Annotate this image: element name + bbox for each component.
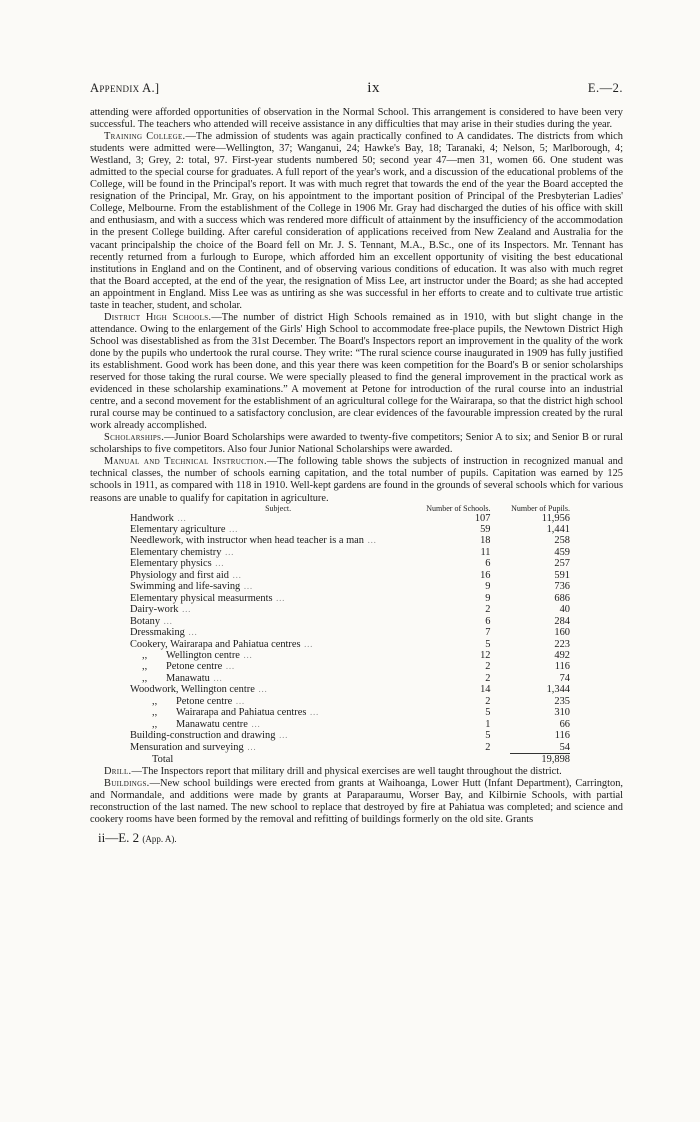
table-cell-schools: 5 (485, 707, 491, 719)
table-cell-pupils: 258 (554, 535, 570, 547)
paragraph-normal-school (90, 107, 623, 131)
table-cell-schools: 2 (485, 604, 491, 616)
table-cell-pupils: 310 (554, 707, 570, 719)
table-cell-pupils: 116 (554, 730, 570, 742)
table-row (130, 604, 570, 615)
table-cell-schools: 2 (485, 695, 491, 707)
table-cell-pupils: 736 (554, 581, 570, 593)
leader-dots: … (275, 730, 289, 741)
table-row (130, 696, 570, 707)
paragraph-scholarships (90, 432, 623, 456)
leader-dots: … (254, 684, 269, 695)
leader-dots: … (225, 524, 239, 534)
subject-label: Swimming and life-saving (130, 581, 241, 593)
header-page-number: ix (367, 80, 380, 96)
table-row (130, 627, 570, 638)
table-cell-subject (130, 696, 426, 707)
paragraph-training-college (90, 131, 623, 312)
table-cell-subject (130, 524, 426, 535)
leader-dots: … (211, 558, 225, 569)
subject-label: Elementary chemistry (130, 546, 222, 558)
ditto-mark: ,, (152, 718, 158, 730)
leader-dots: … (160, 615, 174, 626)
table-row (130, 558, 570, 569)
table-cell-pupils: 459 (554, 546, 570, 558)
ditto-mark: ,, (152, 695, 158, 707)
paragraph-heading: Drill. (104, 765, 132, 777)
total-schools-empty (426, 754, 510, 766)
paragraph-text: —The following table shows the subjects of instruction in recognized manual and technical classes, the number of schools earning capitation, and the total number of pupils. Capitation was earned by 125 schools in 1911, as compared with 118 in 1910. Well-kept gardens are found in the grounds of several schools which for various reasons are unable to qualify for capitation in agriculture. (90, 456, 623, 504)
table-cell-pupils: 235 (554, 695, 570, 707)
table-row (130, 742, 570, 754)
table-cell-subject (130, 513, 426, 524)
paragraph-heading: Scholarships. (104, 432, 165, 444)
subject-label: Petone centre (176, 695, 233, 707)
subject-label: Elementary agriculture (130, 524, 226, 535)
total-label-text: Total (152, 753, 174, 765)
table-cell-pupils: 257 (554, 558, 570, 570)
leader-dots: … (178, 604, 192, 615)
table-cell-schools: 9 (485, 581, 491, 593)
table-cell-schools: 2 (485, 741, 491, 753)
header-appendix-label: Appendix A.] (90, 81, 160, 95)
table-row (130, 581, 570, 592)
paragraph-drill (90, 766, 623, 778)
ditto-mark: ,, (142, 672, 148, 684)
subject-label: Wairarapa and Pahiatua centres (176, 707, 307, 719)
paragraph-text: —The Inspectors report that military drill and physical exercises are well taught throughout the district. (131, 765, 562, 777)
leader-dots: … (306, 707, 320, 718)
table-cell-pupils: 686 (554, 592, 570, 604)
leader-dots: … (364, 535, 378, 546)
table-cell-subject (130, 707, 426, 718)
subject-label: Needlework, with instructor when head teacher is a man (130, 535, 364, 547)
table-cell-schools: 12 (480, 649, 491, 661)
subject-label: Manawatu (166, 672, 210, 684)
subject-label: Cookery, Wairarapa and Pahiatua centres (130, 638, 301, 650)
paragraph-buildings (90, 778, 623, 826)
table-cell-pupils: 66 (559, 718, 570, 730)
table-row (130, 673, 570, 684)
subject-label: Dressmaking (130, 627, 185, 639)
leader-dots: … (184, 627, 199, 638)
leader-dots: … (247, 718, 262, 729)
table-row (130, 513, 570, 524)
table-row (130, 661, 570, 672)
table-cell-schools: 5 (485, 638, 491, 650)
table-cell-pupils: 74 (559, 672, 570, 684)
page-header (90, 80, 623, 97)
table-cell-schools: 2 (485, 661, 491, 673)
table-cell-schools: 7 (485, 627, 491, 639)
table-cell-subject (130, 558, 426, 569)
table-cell-schools: 1 (485, 718, 491, 730)
table-row (130, 684, 570, 695)
table-cell-subject (130, 535, 426, 546)
paragraph-heading: District High Schools. (104, 311, 212, 323)
table-cell-pupils: 284 (554, 615, 570, 627)
table-cell-pupils: 591 (554, 569, 570, 581)
table-cell-subject (130, 627, 426, 638)
paragraph-text: —Junior Board Scholarships were awarded to twenty-five competitors; Senior A to six; and Senior B or rural scholarships to five competitors. Also four Junior National Scholarships were awarded. (90, 432, 623, 456)
table-cell-schools: 6 (485, 558, 491, 570)
ditto-mark: ,, (142, 649, 148, 661)
paragraph-text: —The admission of students was again practically confined to A candidates. The districts from which students were admitted were—Wellington, 37; Wanganui, 24; Hawke's Bay, 18; Taranaki, 4; Nelson, 5; Marlborough, 4; Westland, 3; Grey, 2: total, 97. First-year students numbered 50; second year 47—men 31, women 66. One student was admitted to the special course for graduates. A full report of the year's work, and a discussion of the educational problems of the College, will be found in the Principal's report. It was with much regret that towards the end of the year the Board accepted the resignation of the Principal, Mr. Gray, on his appointment to the important position of Principal of the Presbyterian Ladies' College, Melbourne. From the establishment of the College in 1906 Mr. Gray had discharged the duties of his office with skill and enthusiasm, and with a success which was rendered more difficult of attainment by the insufficiency of the accommodation in the present College building. After careful consideration of applications received from New Zealand and Australia for the vacant principalship the choice of the Board fell on Mr. J. S. Tennant, M.A., B.Sc., one of its Inspectors. Mr. Tennant has recently returned from a furlough to Europe, which afforded him an excellent opportunity of visiting the best educational institutions in England and on the Continent, and of observing various conditions of education. It was also with much regret that the Board accepted, at the end of the year, the resignation of Miss Lee, art instructor under the Board; as she had accepted an appointment in England. Miss Lee was as untiring as she was successful in her efforts to create and to cultivate true artistic taste in teacher, student, and scholar. (90, 131, 623, 311)
table-header-row (130, 505, 570, 513)
subject-label: Manawatu centre (176, 718, 248, 730)
column-header-schools: Number of Schools. (426, 503, 491, 513)
table-row (130, 593, 570, 604)
document-page (90, 80, 623, 846)
paragraph-district-high-schools (90, 312, 623, 432)
table-cell-schools: 6 (485, 615, 491, 627)
table-body (130, 513, 570, 766)
table-total-row (130, 754, 570, 766)
table-cell-subject (130, 547, 426, 558)
table-row (130, 524, 570, 535)
table-cell-schools: 16 (480, 569, 491, 581)
table-cell-subject (130, 684, 426, 695)
total-pupils: 19,898 (510, 754, 570, 766)
table-cell-schools: 9 (485, 592, 491, 604)
table-row (130, 639, 570, 650)
subject-label: Wellington centre (166, 649, 240, 661)
subject-label: Handwork (130, 512, 174, 524)
table-cell-subject (130, 616, 426, 627)
paragraph-heading: Manual and Technical Instruction. (104, 456, 267, 468)
table-cell-subject (130, 570, 426, 581)
leader-dots: … (240, 581, 254, 592)
table-row (130, 707, 570, 718)
table-cell-pupils: 160 (554, 627, 570, 639)
subject-label: Elementary physical measurments (130, 592, 273, 604)
leader-dots: … (239, 649, 254, 660)
ditto-mark: ,, (142, 661, 148, 673)
leader-dots: … (222, 661, 236, 672)
table-cell-subject (130, 719, 426, 730)
table-cell-subject (130, 581, 426, 592)
paragraph-text: —The number of district High Schools remained as in 1910, with but slight change in the attendance. Owing to the enlargement of the Girls' High School to accommodate free-place pupils, the Newtown District High School was disestablished as from the 31st December. The Board's Inspectors report an improvement in the quality of the work done by the pupils who undertook the rural course. They write: “The rural science course inaugurated in 1909 has fully justified its establishment. Good work has been done, and this year there was keen competition for the Board's B or senior scholarships reserved for those taking the rural course. We were specially pleased to find the general improvement in the practical work as evidenced in these scholarship examinations.” A movement at Petone for introduction of the rural course into an industrial centre, and a second movement for the establishment of an agricultural college for the Wairarapa, so that the district high school rural course may be continued to a satisfactory conclusion, are clear evidences of the favourable impression created by the rural work already accomplished. (90, 311, 623, 432)
column-header-subject: Subject. (265, 503, 292, 513)
table-cell-pupils: 223 (554, 638, 570, 650)
table-cell-pupils: 40 (559, 604, 570, 616)
leader-dots: … (300, 638, 314, 649)
table-cell-subject (130, 593, 426, 604)
total-label (130, 754, 426, 766)
paragraph-text: attending were afforded opportunities of observation in the Normal School. This arrangement is considered to have been very successful. The teachers who attended will receive assistance in any difficulties that may arise in their studies during the year. (90, 107, 623, 131)
table-cell-subject (130, 639, 426, 650)
table-cell-subject (130, 661, 426, 672)
table-cell-schools: 11 (480, 546, 491, 558)
table-cell-subject (130, 742, 426, 754)
table-cell-pupils: 116 (554, 661, 570, 673)
leader-dots: … (243, 741, 257, 752)
table-cell-pupils: 54 (559, 741, 570, 753)
leader-dots: … (221, 546, 235, 557)
subject-label: Mensuration and surveying (130, 741, 244, 753)
table-cell-pupils: 1,344 (546, 684, 570, 696)
table-row (130, 535, 570, 546)
paragraph-heading: Buildings. (104, 777, 150, 789)
table-cell-pupils: 11,956 (541, 512, 570, 524)
leader-dots: … (229, 569, 243, 580)
paragraph-text: —New school buildings were erected from grants at Waihoanga, Lower Hutt (Infant Department), Carrington, and Normandale, and additions were made by grants at Paraparaumu, Worser Bay, and Kilbirnie Schools, with partial reconstruction of the last named. The new school to replace that destroyed by fire at Pahiatua was completed; and science and cookery rooms have been formed by the removal and refitting of buildings formerly on the old site. Grants (90, 777, 623, 825)
header-document-code: E.—2. (587, 81, 623, 95)
table-cell-schools: 5 (485, 730, 491, 742)
subject-label: Woodwork, Wellington centre (130, 684, 255, 696)
manual-instruction-table (130, 505, 570, 766)
table-cell-schools: 2 (485, 672, 491, 684)
column-header-pupils: Number of Pupils. (511, 503, 570, 513)
table-cell-subject (130, 604, 426, 615)
table-row (130, 570, 570, 581)
table-cell-pupils: 492 (554, 649, 570, 661)
subject-label: Botany (130, 615, 161, 627)
table-cell-subject (130, 673, 426, 684)
subject-label: Dairy-work (130, 604, 179, 616)
page-footer (98, 830, 623, 846)
table-cell-subject (130, 650, 426, 661)
paragraph-manual-technical (90, 456, 623, 504)
ditto-mark: ,, (152, 707, 158, 719)
leader-dots: … (272, 592, 286, 603)
table-cell-schools: 14 (480, 684, 491, 696)
subject-label: Physiology and first aid (130, 569, 229, 581)
table-cell-schools: 18 (480, 535, 491, 547)
subject-label: Building-construction and drawing (130, 730, 276, 742)
leader-dots: … (209, 672, 224, 683)
footer-signature: ii—E. 2 (98, 829, 140, 845)
table-row (130, 650, 570, 661)
table-cell-subject (130, 730, 426, 741)
subject-label: Petone centre (166, 661, 223, 673)
table-cell-pupils: 1,441 (546, 524, 570, 535)
subject-label: Elementary physics (130, 558, 212, 570)
footer-suffix: (App. A). (142, 833, 177, 844)
paragraph-heading: Training College. (104, 131, 186, 143)
leader-dots: … (232, 695, 246, 706)
table-row (130, 730, 570, 741)
table-row (130, 547, 570, 558)
table-row (130, 719, 570, 730)
table-cell-schools: 59 (480, 524, 491, 535)
table-row (130, 616, 570, 627)
leader-dots: … (173, 512, 188, 523)
table-cell-schools: 107 (474, 512, 491, 524)
